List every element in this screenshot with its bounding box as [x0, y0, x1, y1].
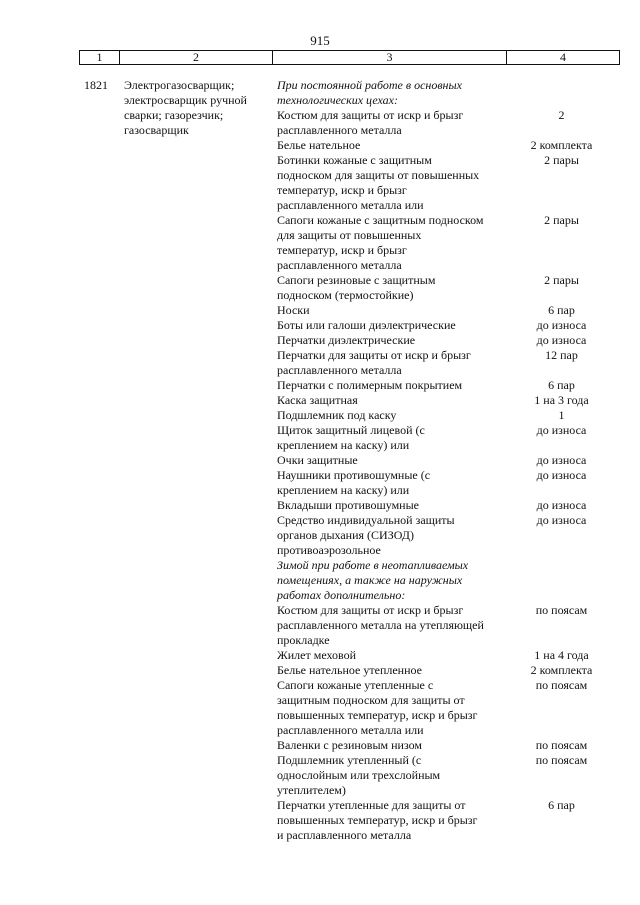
issue-norm: до износа	[536, 468, 587, 482]
list-item	[277, 753, 620, 798]
equipment-name: Перчатки диэлектрические	[277, 333, 416, 347]
table-header-column-1: 1	[96, 50, 103, 64]
equipment-name: Подшлемник утепленный (с однослойным или трехслойным утеплителем)	[277, 753, 441, 797]
equipment-name: Перчатки для защиты от искр и брызг расплавленного металла	[277, 348, 471, 377]
list-item	[277, 648, 620, 663]
equipment-name: Средство индивидуальной защиты органов дыхания (СИЗОД) противоаэрозольное	[277, 513, 455, 557]
list-item	[277, 153, 620, 213]
issue-norm: 6 пар	[548, 798, 575, 812]
issue-norm: до износа	[536, 513, 587, 527]
list-item	[277, 138, 620, 153]
equipment-name: Сапоги кожаные с защитным подноском для защиты от повышенных температур, искр и брызг расплавленного металла	[277, 213, 484, 272]
equipment-name: Валенки с резиновым низом	[277, 738, 423, 752]
equipment-name: Наушники противошумные (с креплением на каску) или	[277, 468, 431, 497]
table-header-column-4: 4	[560, 50, 566, 64]
table-header-column-3: 3	[386, 50, 393, 64]
issue-norm: по поясам	[535, 678, 588, 692]
issue-norm: 6 пар	[548, 378, 575, 392]
equipment-name: Перчатки с полимерным покрытием	[277, 378, 463, 392]
issue-norm: 12 пар	[545, 348, 578, 362]
issue-norm: до износа	[536, 423, 587, 437]
list-item	[277, 213, 620, 273]
list-item	[277, 273, 620, 303]
condition-note: При постоянной работе в основных технологических цехах:	[277, 78, 462, 107]
equipment-name: Белье нательное	[277, 138, 361, 152]
equipment-name: Сапоги кожаные утепленные с защитным подноском для защиты от повышенных температур, искр и брызг расплавленного металла или	[277, 678, 478, 737]
profession-name: Электрогазосварщик; электросварщик ручной сварки; газорезчик; газосварщик	[124, 78, 247, 137]
list-item	[277, 393, 620, 408]
list-item	[277, 663, 620, 678]
issue-norm: до износа	[536, 333, 587, 347]
list-item	[277, 453, 620, 468]
list-item	[277, 558, 620, 603]
list-item	[277, 603, 620, 648]
equipment-name: Ботинки кожаные с защитным подноском для защиты от повышенных температур, искр и брызг расплавленного металла или	[277, 153, 480, 212]
equipment-name: Щиток защитный лицевой (с креплением на каску) или	[277, 423, 425, 452]
table-header-bottom-border	[79, 64, 620, 65]
table-header-column-2: 2	[193, 50, 199, 64]
issue-norm: до износа	[536, 498, 587, 512]
list-item	[277, 408, 620, 423]
equipment-name: Подшлемник под каску	[277, 408, 397, 422]
equipment-name: Жилет меховой	[277, 648, 357, 662]
issue-norm: по поясам	[535, 738, 588, 752]
list-item	[277, 78, 620, 108]
list-item	[277, 468, 620, 498]
equipment-name: Сапоги резиновые с защитным подноском (термостойкие)	[277, 273, 436, 302]
issue-norm: 1 на 4 года	[534, 648, 589, 662]
issue-norm: 1 на 3 года	[534, 393, 589, 407]
issue-norm: 1	[558, 408, 565, 422]
list-item	[277, 378, 620, 393]
issue-norm: по поясам	[535, 603, 588, 617]
issue-norm: 6 пар	[548, 303, 575, 317]
equipment-name: Перчатки утепленные для защиты от повышенных температур, искр и брызг и расплавленного металла	[277, 798, 478, 842]
list-item	[277, 678, 620, 738]
issue-norm: 2 комплекта	[530, 663, 593, 677]
page-number: 915	[310, 33, 330, 48]
equipment-name: Белье нательное утепленное	[277, 663, 422, 677]
list-item	[277, 498, 620, 513]
list-item	[277, 333, 620, 348]
list-item	[277, 108, 620, 138]
equipment-name: Носки	[277, 303, 310, 317]
issue-norm: 2 пары	[544, 273, 579, 287]
list-item	[277, 798, 620, 843]
protective-equipment-list	[277, 78, 620, 843]
list-item	[277, 423, 620, 453]
equipment-name: Боты или галоши диэлектрические	[277, 318, 456, 332]
list-item	[277, 513, 620, 558]
equipment-name: Костюм для защиты от искр и брызг расплавленного металла на утепляющей прокладке	[277, 603, 484, 647]
equipment-name: Каска защитная	[277, 393, 358, 407]
equipment-name: Очки защитные	[277, 453, 358, 467]
issue-norm: 2 пары	[544, 153, 579, 167]
equipment-name: Вкладыши противошумные	[277, 498, 419, 512]
list-item	[277, 348, 620, 378]
row-code: 1821	[84, 78, 108, 92]
table-column-divider-right	[619, 50, 620, 65]
issue-norm: 2 пары	[544, 213, 579, 227]
condition-note: Зимой при работе в неотапливаемых помещениях, а также на наружных работах дополнительно:	[277, 558, 469, 602]
issue-norm: до износа	[536, 453, 587, 467]
equipment-name: Костюм для защиты от искр и брызг расплавленного металла	[277, 108, 464, 137]
issue-norm: 2 комплекта	[530, 138, 593, 152]
issue-norm: до износа	[536, 318, 587, 332]
list-item	[277, 318, 620, 333]
list-item	[277, 738, 620, 753]
issue-norm: по поясам	[535, 753, 588, 767]
issue-norm: 2	[558, 108, 565, 122]
list-item	[277, 303, 620, 318]
